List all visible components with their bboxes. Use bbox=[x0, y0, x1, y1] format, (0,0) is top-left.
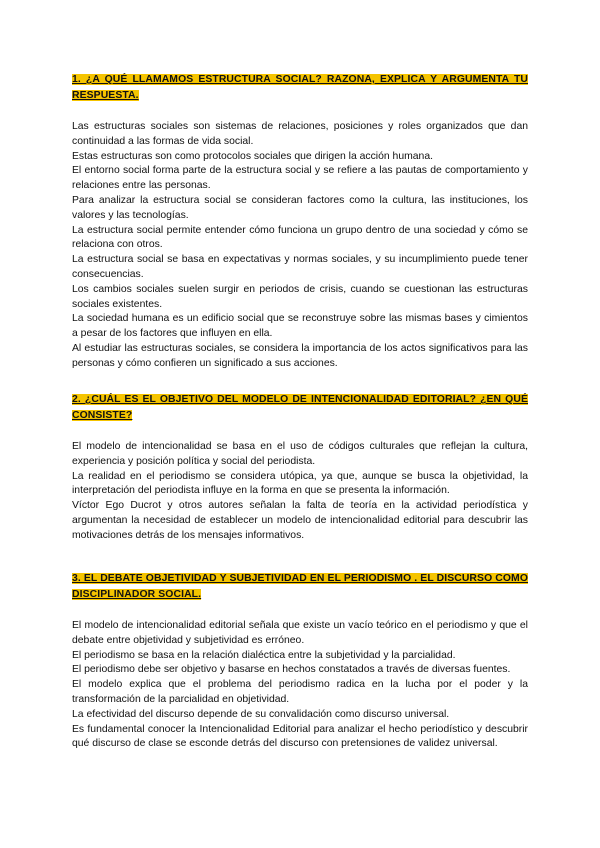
paragraph: La estructura social permite entender cómo funciona un grupo dentro de una sociedad y cómo se relaciona con otros. bbox=[72, 224, 528, 251]
section-3-heading-text: 3. EL DEBATE OBJETIVIDAD Y SUBJETIVIDAD EN EL PERIODISMO . EL DISCURSO COMO DISCIPLINADOR SOCIAL. bbox=[72, 573, 528, 600]
paragraph: El periodismo debe ser objetivo y basarse en hechos constatados a través de diversas fuentes. bbox=[72, 664, 511, 676]
section-1-heading-text: 1. ¿A QUÉ LLAMAMOS ESTRUCTURA SOCIAL? RAZONA, EXPLICA Y ARGUMENTA TU RESPUESTA. bbox=[72, 74, 528, 101]
paragraph: Es fundamental conocer la Intencionalidad Editorial para analizar el hecho periodístico y descubrir qué discurso de clase se esconde detrás del discurso con pretensiones de validez universal. bbox=[72, 723, 528, 750]
section-1 bbox=[72, 72, 528, 372]
paragraph: El modelo de intencionalidad se basa en el uso de códigos culturales que reflejan la cultura, experiencia y posición política y social del periodista. bbox=[72, 441, 528, 467]
paragraph: La sociedad humana es un edificio social que se reconstruye sobre las mismas bases y cimientos a pesar de los factores que influyen en ella. bbox=[72, 313, 528, 340]
section-3-heading bbox=[72, 571, 528, 602]
paragraph: Las estructuras sociales son sistemas de relaciones, posiciones y roles organizados que dan continuidad a las formas de vida social. bbox=[72, 121, 528, 147]
paragraph: Al estudiar las estructuras sociales, se considera la importancia de los actos significativos para las personas y cómo confieren un significado a sus acciones. bbox=[72, 342, 528, 369]
paragraph: La efectividad del discurso depende de su convalidación como discurso universal. bbox=[72, 708, 450, 720]
paragraph: El periodismo se basa en la relación dialéctica entre la subjetividad y la parcialidad. bbox=[72, 649, 456, 661]
section-1-heading bbox=[72, 72, 528, 103]
section-3 bbox=[72, 571, 528, 752]
paragraph: Víctor Ego Ducrot y otros autores señalan la falta de teoría en la actividad periodística y argumentan la necesidad de establecer un modelo de intencionalidad editorial para descubrir las motivaciones detrás de los mensajes informativos. bbox=[72, 500, 528, 541]
paragraph: Para analizar la estructura social se consideran factores como la cultura, las instituciones, los valores y las tecnologías. bbox=[72, 194, 528, 221]
paragraph: La estructura social se basa en expectativas y normas sociales, y su incumplimiento puede tener consecuencias. bbox=[72, 254, 528, 280]
paragraph: El entorno social forma parte de la estructura social y se refiere a las pautas de comportamiento y relaciones entre las personas. bbox=[72, 165, 528, 192]
section-2-heading bbox=[72, 392, 528, 423]
paragraph: Estas estructuras son como protocolos sociales que dirigen la acción humana. bbox=[72, 150, 433, 162]
paragraph: El modelo explica que el problema del periodismo radica en la lucha por el poder y la transformación de la parcialidad en objetividad. bbox=[72, 679, 528, 705]
section-1-body bbox=[72, 120, 528, 372]
paragraph: La realidad en el periodismo se considera utópica, ya que, aunque se busca la objetividad, la interpretación del periodista influye en la forma en que se presenta la información. bbox=[72, 470, 528, 497]
section-2 bbox=[72, 392, 528, 544]
section-2-body bbox=[72, 440, 528, 544]
section-3-body bbox=[72, 619, 528, 752]
section-2-heading-text: 2. ¿CUÁL ES EL OBJETIVO DEL MODELO DE INTENCIONALIDAD EDITORIAL? ¿EN QUÉ CONSISTE? bbox=[72, 394, 528, 421]
paragraph: El modelo de intencionalidad editorial señala que existe un vacío teórico en el periodismo y que el debate entre objetividad y subjetividad es erróneo. bbox=[72, 620, 528, 646]
paragraph: Los cambios sociales suelen surgir en periodos de crisis, cuando se cuestionan las estructuras sociales existentes. bbox=[72, 283, 528, 310]
